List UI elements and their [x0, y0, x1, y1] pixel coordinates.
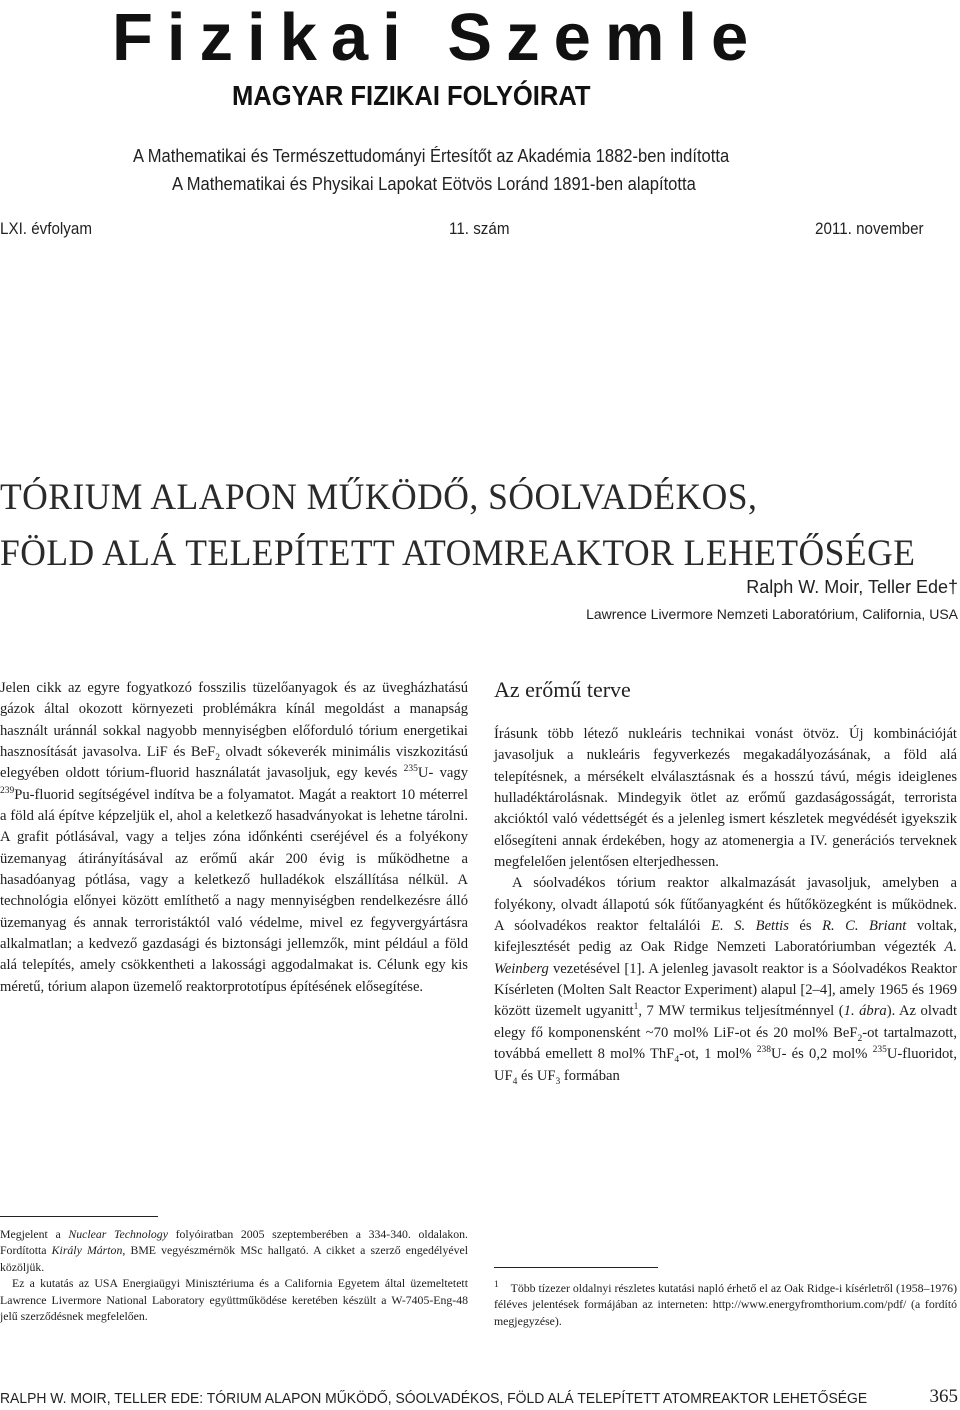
journal-subtitle: MAGYAR FIZIKAI FOLYÓIRAT — [232, 80, 591, 111]
person-name: R. C. Briant — [822, 918, 907, 935]
publication-notes — [0, 1226, 468, 1324]
issue-bar — [0, 220, 960, 244]
abstract-paragraph — [0, 678, 468, 998]
issue-date: 2011. november — [815, 220, 924, 238]
superscript: 239 — [0, 785, 15, 796]
founding-line-1: A Mathematikai és Természettudományi Értesítőt az Akadémia 1882-ben indította — [133, 146, 730, 166]
note-text: , BME vegyészmérnök MSc hallgató. A cikket a szerző engedélyével közöljük. — [0, 1243, 468, 1274]
body-text: és UF — [517, 1067, 556, 1084]
superscript: 235 — [403, 764, 418, 775]
footnote-paragraph — [494, 1280, 957, 1329]
subscript: 4 — [512, 1076, 518, 1087]
article-title-line-2: FÖLD ALÁ TELEPÍTETT ATOMREAKTOR LEHETŐSÉGE — [0, 533, 916, 574]
footnote-number: 1 — [494, 1280, 499, 1291]
journal-title: Fizikai Szemle — [112, 0, 763, 75]
body-text: formában — [560, 1067, 620, 1084]
journal-name: Nuclear Technology — [68, 1227, 168, 1241]
founding-line-2: A Mathematikai és Physikai Lapokat Eötvös Loránd 1891-ben alapította — [172, 174, 696, 194]
section-heading: Az erőmű terve — [494, 677, 631, 702]
section-paragraph-2 — [494, 873, 957, 1086]
translator-name: Király Márton — [51, 1243, 123, 1258]
note-text: folyóiratban 2005 szeptemberében a 334-340. oldalakon. Fordította — [0, 1227, 468, 1258]
footnote — [494, 1280, 957, 1329]
footnote-rule-right — [494, 1267, 658, 1268]
footnote-text: Több tízezer oldalnyi részletes kutatási napló érhető el az Oak Ridge-i kísérletről (1958–1976) féléves jelentések formájában az interneten: http://www.energyfromthorium.com/pdf/ (a fordító megjegyzése). — [494, 1281, 957, 1328]
publication-note — [0, 1226, 468, 1275]
authors: Ralph W. Moir, Teller Ede† — [746, 577, 958, 597]
superscript: 235 — [872, 1045, 887, 1056]
running-footer: RALPH W. MOIR, TELLER EDE: TÓRIUM ALAPON MŰKÖDŐ, SÓOLVADÉKOS, FÖLD ALÁ TELEPÍTETT ATOMREAKTOR LEHETŐSÉGE — [0, 1391, 868, 1407]
subscript: 2 — [215, 752, 220, 763]
affiliation: Lawrence Livermore Nemzeti Laboratórium, California, USA — [586, 606, 958, 622]
body-text: ). Az olvadt elegy fő komponensként ~70 mol% LiF-ot és 20 mol% BeF — [494, 1003, 958, 1041]
body-text: voltak, kifejlesztését pedig az Oak Ridge Nemzeti Laboratóriumban végezték — [494, 918, 957, 956]
body-text: és — [788, 918, 823, 935]
abstract-text: Pu-fluorid segítségével indítva be a folyamatot. Magát a reaktort 10 méterrel a föld alá építve képzeljük el, ahol a keletkező hasadványokat is lehetne tárolni. A grafit pótlásával, vagy a teljes zóna időnkénti cseréjével és a folyékony üzemanyag átirányításával az erőmű akár 200 évig is működhetne a hasadóanyag pótlása, vagy a keletkező hulladékok elszállítása nélkül. A technológia előnyei között említhető a nagy mennyiségben rendelkezésre álló üzemanyag és annak terroristáktól való védelme, mivel ez fegyvergyártásra alkalmatlan; a kedvező gazdasági és biztonsági jellemzők, mint például a föld alá telepítés, amely csökkentheti a lakossági aggodalmakat is. Célunk egy kis méretű, tórium alapon üzemelő reaktorprototípus építésének elősegítése. — [0, 786, 468, 995]
body-text: -ot, 1 mol% — [679, 1046, 757, 1063]
body-text: U-fluoridot, UF — [494, 1046, 957, 1084]
abstract-text: U- vagy — [417, 765, 469, 782]
figure-reference: 1. ábra — [843, 1003, 887, 1020]
issue-number: 11. szám — [449, 220, 510, 238]
abstract-text: Jelen cikk az egyre fogyatkozó fosszilis tüzelőanyagok és az üvegházhatású gázok által okozott környezeti problémákra kínál megoldást a manapság használt uránnál sokkal nagyobb mennyiségben előforduló tórium energetikai hasznosítását javasolva. LiF és BeF — [0, 680, 468, 761]
footnote-marker[interactable]: 1 — [633, 1002, 639, 1013]
body-text: , 7 MW termikus teljesítménnyel ( — [638, 1003, 844, 1020]
page-number: 365 — [929, 1386, 958, 1407]
abstract-column — [0, 678, 468, 998]
abstract-text: olvadt sókeverék minimális viszkozitású elegyében oldott tórium-fluorid használatát javasoljuk, egy kevés — [0, 744, 468, 782]
section-column — [494, 724, 957, 1087]
person-name: A. Weinberg — [494, 939, 957, 977]
body-text: vezetésével [1]. A jelenleg javasolt reaktor is a Sóolvadékos Reaktor Kísérleten (Molten Salt Reactor Experiment) alapul [2–4], amely 1965 és 1969 között üzemelt ugyanitt — [494, 960, 957, 1020]
subscript: 4 — [674, 1055, 680, 1066]
subscript: 3 — [555, 1076, 561, 1087]
body-text: U- és 0,2 mol% — [771, 1046, 873, 1063]
issue-volume: LXI. évfolyam — [0, 220, 92, 238]
superscript: 238 — [756, 1045, 772, 1056]
footnote-rule-left — [0, 1216, 158, 1217]
funding-note: Ez a kutatás az USA Energiaügyi Minisztériuma és a California Egyetem által üzemeltetett Lawrence Livermore National Laboratory együttműködése keretében készült a W-7405-Eng-48 jelű szerződésnek megfelelően. — [0, 1276, 468, 1324]
body-text: A sóolvadékos tórium reaktor alkalmazását javasoljuk, amelyben a folyékony, olvadt állapotú sók fűtőanyagként és hűtőközegként is működnek. A sóolvadékos reaktor feltalálói — [494, 875, 957, 935]
section-paragraph-1: Írásunk több létező nukleáris technikai vonást ötvöz. Új kombinációját javasoljuk a nukleáris fegyverkezés megakadályozásának, a föld alá telepítésnek, a mérsékelt elválasztásnak és a hosszú távú, mégis ideiglenes hulladéktárolásnak. Mindegyik ötlet az erőmű gazdaságosságát, terrorista akcióktól való védettségét és a jelenleg ismert készletek megvédését igyekszik elősegíteni annak érdekében, hogy az atomenergia a IV. generációs terveknek megfelelően jelentősen elterjedhessen. — [494, 726, 957, 871]
note-text: Megjelent a — [0, 1227, 69, 1241]
person-name: E. S. Bettis — [711, 918, 789, 935]
body-text: -ot tartalmazott, továbbá emellett 8 mol% ThF — [494, 1024, 957, 1063]
article-title-line-1: TÓRIUM ALAPON MŰKÖDŐ, SÓOLVADÉKOS, — [0, 477, 758, 518]
subscript: 2 — [857, 1033, 863, 1044]
